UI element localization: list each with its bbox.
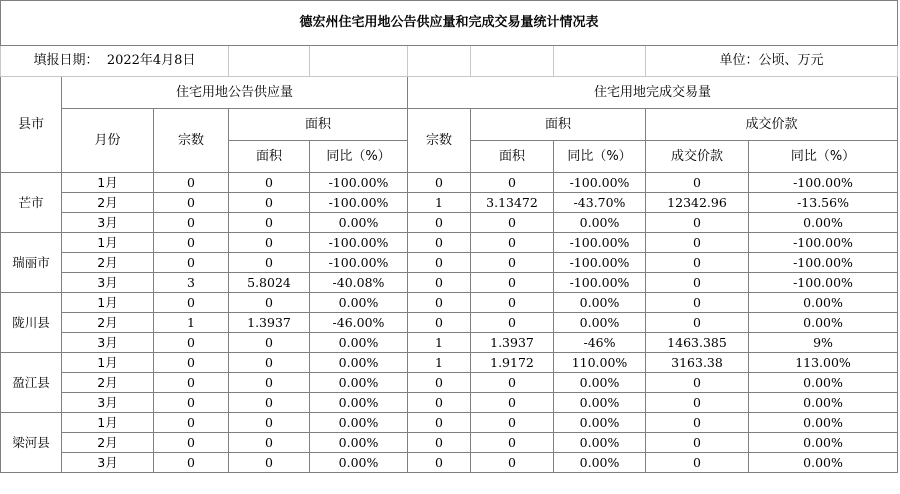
supply-count-cell: 0 [154,293,229,313]
deal-area-cell: 0 [471,273,554,293]
month-cell: 3月 [62,213,154,233]
supply-yoy-cell: 0.00% [310,333,408,353]
deal-price-cell: 0 [646,313,749,333]
county-name: 芒市 [1,173,62,233]
deal-price-cell: 3163.38 [646,353,749,373]
supply-yoy-cell: 0.00% [310,213,408,233]
deal-price-yoy-cell: -13.56% [749,193,898,213]
deal-price-yoy-cell: -100.00% [749,273,898,293]
month-cell: 3月 [62,273,154,293]
table-row [1,413,898,433]
deal-area-cell: 0 [471,173,554,193]
deal-yoy-cell: 0.00% [554,393,646,413]
supply-area-cell: 1.3937 [229,313,310,333]
supply-count-cell: 0 [154,433,229,453]
deal-area-cell: 0 [471,293,554,313]
table-row [1,253,898,273]
deal-price-cell: 0 [646,233,749,253]
table-row [1,273,898,293]
info-blank [229,46,310,77]
deal-area-cell: 0 [471,213,554,233]
deal-count-cell: 1 [408,193,471,213]
supply-area-cell: 0 [229,393,310,413]
table-row [1,353,898,373]
supply-area-cell: 0 [229,353,310,373]
deal-price-cell: 12342.96 [646,193,749,213]
supply-yoy-header: 同比（%） [310,141,408,173]
deal-yoy-cell: 110.00% [554,353,646,373]
deal-price-header: 成交价款 [646,141,749,173]
deal-price-yoy-cell: 0.00% [749,433,898,453]
table-row [1,333,898,353]
deal-count-cell: 0 [408,413,471,433]
report-date: 2022年4月8日 [106,53,196,68]
deal-count-cell: 0 [408,453,471,473]
deal-yoy-cell: -100.00% [554,173,646,193]
table-row [1,213,898,233]
month-cell: 3月 [62,393,154,413]
deal-count-cell: 0 [408,273,471,293]
deal-yoy-cell: -43.70% [554,193,646,213]
deal-price-yoy-cell: 0.00% [749,293,898,313]
supply-count-cell: 0 [154,373,229,393]
supply-count-cell: 0 [154,453,229,473]
supply-group-header: 住宅用地公告供应量 [62,77,408,109]
supply-area-cell: 0 [229,453,310,473]
header-row-1 [1,77,898,109]
info-blank [408,46,471,77]
supply-count-cell: 0 [154,173,229,193]
table-row [1,433,898,453]
county-name: 梁河县 [1,413,62,473]
deal-count-cell: 0 [408,293,471,313]
supply-count-cell: 0 [154,233,229,253]
deal-price-cell: 1463.385 [646,333,749,353]
deal-area-cell: 1.3937 [471,333,554,353]
deal-price-cell: 0 [646,413,749,433]
deal-price-yoy-cell: 9% [749,333,898,353]
table-title: 德宏州住宅用地公告供应量和完成交易量统计情况表 [1,1,898,46]
deal-price-yoy-cell: 0.00% [749,413,898,433]
deal-price-cell: 0 [646,253,749,273]
info-blank [554,46,646,77]
supply-count-cell: 0 [154,213,229,233]
supply-yoy-cell: 0.00% [310,413,408,433]
deal-area-cell: 0 [471,413,554,433]
deal-area-header: 面积 [471,141,554,173]
supply-count-header: 宗数 [154,109,229,173]
supply-yoy-cell: 0.00% [310,353,408,373]
table-row [1,373,898,393]
supply-yoy-cell: -100.00% [310,173,408,193]
month-cell: 1月 [62,173,154,193]
supply-area-cell: 0 [229,193,310,213]
deal-area-cell: 0 [471,453,554,473]
supply-count-cell: 3 [154,273,229,293]
month-cell: 2月 [62,313,154,333]
deal-area-cell: 0 [471,253,554,273]
table-row [1,173,898,193]
deal-count-cell: 1 [408,333,471,353]
deal-yoy-cell: 0.00% [554,433,646,453]
deal-area-cell: 0 [471,373,554,393]
month-cell: 1月 [62,233,154,253]
county-header: 县市 [1,77,62,173]
deal-yoy-cell: 0.00% [554,213,646,233]
deal-area-cell: 0 [471,233,554,253]
unit-label: 单位：公顷、万元 [646,46,898,77]
deal-price-yoy-cell: 0.00% [749,453,898,473]
deal-count-cell: 0 [408,373,471,393]
supply-yoy-cell: 0.00% [310,393,408,413]
deal-price-cell: 0 [646,213,749,233]
month-cell: 2月 [62,373,154,393]
month-cell: 2月 [62,193,154,213]
supply-area-cell: 0 [229,293,310,313]
deal-yoy-cell: 0.00% [554,373,646,393]
supply-count-cell: 0 [154,353,229,373]
supply-count-cell: 0 [154,393,229,413]
supply-yoy-cell: -40.08% [310,273,408,293]
deal-count-cell: 0 [408,213,471,233]
deal-price-yoy-cell: 0.00% [749,313,898,333]
supply-area-header: 面积 [229,141,310,173]
info-blank [310,46,408,77]
deal-price-yoy-cell: -100.00% [749,253,898,273]
deal-count-header: 宗数 [408,109,471,173]
supply-area-cell: 0 [229,333,310,353]
supply-count-cell: 0 [154,413,229,433]
table-row [1,393,898,413]
month-cell: 3月 [62,333,154,353]
supply-yoy-cell: -46.00% [310,313,408,333]
table-row [1,193,898,213]
deal-count-cell: 0 [408,233,471,253]
table-row [1,293,898,313]
month-cell: 2月 [62,433,154,453]
deal-price-yoy-cell: 113.00% [749,353,898,373]
supply-area-cell: 0 [229,173,310,193]
deal-area-cell: 0 [471,393,554,413]
deal-yoy-cell: -100.00% [554,253,646,273]
deal-count-cell: 1 [408,353,471,373]
deal-yoy-cell: 0.00% [554,313,646,333]
supply-yoy-cell: 0.00% [310,433,408,453]
supply-area-cell: 0 [229,433,310,453]
title-row [1,1,898,46]
deal-price-yoy-cell: -100.00% [749,233,898,253]
deal-area-group-header: 面积 [471,109,646,141]
deal-yoy-cell: 0.00% [554,293,646,313]
supply-yoy-cell: -100.00% [310,253,408,273]
supply-area-cell: 0 [229,373,310,393]
deal-area-cell: 0 [471,433,554,453]
county-name: 瑞丽市 [1,233,62,293]
month-cell: 3月 [62,453,154,473]
deal-count-cell: 0 [408,393,471,413]
month-cell: 1月 [62,293,154,313]
deal-area-cell: 0 [471,313,554,333]
month-header: 月份 [62,109,154,173]
deal-price-group-header: 成交价款 [646,109,898,141]
supply-area-cell: 0 [229,213,310,233]
deal-area-cell: 1.9172 [471,353,554,373]
deal-group-header: 住宅用地完成交易量 [408,77,898,109]
table-row [1,233,898,253]
county-name: 陇川县 [1,293,62,353]
deal-yoy-header: 同比（%） [554,141,646,173]
deal-count-cell: 0 [408,433,471,453]
deal-price-cell: 0 [646,453,749,473]
table-row [1,453,898,473]
supply-yoy-cell: 0.00% [310,293,408,313]
supply-yoy-cell: 0.00% [310,453,408,473]
info-blank [471,46,554,77]
supply-area-cell: 0 [229,413,310,433]
deal-yoy-cell: 0.00% [554,413,646,433]
deal-price-cell: 0 [646,273,749,293]
supply-area-cell: 5.8024 [229,273,310,293]
supply-area-cell: 0 [229,253,310,273]
supply-count-cell: 0 [154,333,229,353]
month-cell: 2月 [62,253,154,273]
deal-count-cell: 0 [408,313,471,333]
deal-price-yoy-cell: -100.00% [749,173,898,193]
deal-count-cell: 0 [408,173,471,193]
deal-price-yoy-cell: 0.00% [749,393,898,413]
supply-yoy-cell: -100.00% [310,193,408,213]
deal-yoy-cell: -46% [554,333,646,353]
deal-price-cell: 0 [646,173,749,193]
supply-area-group-header: 面积 [229,109,408,141]
deal-count-cell: 0 [408,253,471,273]
info-row [1,46,898,77]
month-cell: 1月 [62,353,154,373]
month-cell: 1月 [62,413,154,433]
supply-yoy-cell: 0.00% [310,373,408,393]
supply-area-cell: 0 [229,233,310,253]
deal-price-yoy-header: 同比（%） [749,141,898,173]
deal-price-cell: 0 [646,393,749,413]
report-date-cell [1,46,229,77]
county-name: 盈江县 [1,353,62,413]
deal-price-cell: 0 [646,373,749,393]
deal-price-cell: 0 [646,433,749,453]
deal-yoy-cell: 0.00% [554,453,646,473]
table-body [1,1,898,473]
deal-yoy-cell: -100.00% [554,273,646,293]
report-date-label: 填报日期： [33,53,99,68]
supply-count-cell: 1 [154,313,229,333]
table-row [1,313,898,333]
supply-count-cell: 0 [154,193,229,213]
deal-area-cell: 3.13472 [471,193,554,213]
deal-price-yoy-cell: 0.00% [749,213,898,233]
deal-price-yoy-cell: 0.00% [749,373,898,393]
supply-yoy-cell: -100.00% [310,233,408,253]
deal-yoy-cell: -100.00% [554,233,646,253]
supply-count-cell: 0 [154,253,229,273]
deal-price-cell: 0 [646,293,749,313]
header-row-2 [1,109,898,141]
